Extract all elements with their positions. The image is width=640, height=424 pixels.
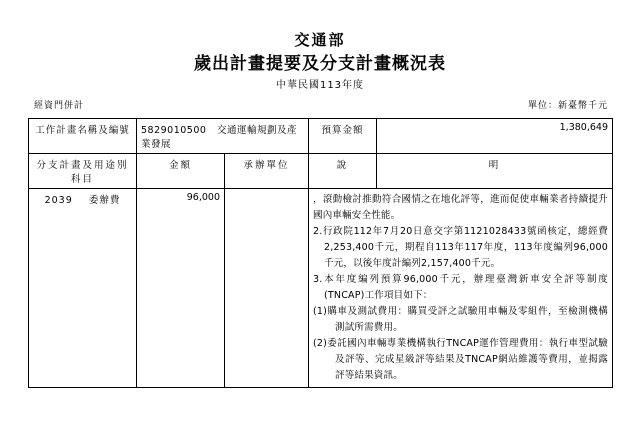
row-code: 2039 bbox=[44, 195, 73, 206]
fiscal-year: 中華民國113年度 bbox=[275, 80, 365, 91]
row-amount-cell: 96,000 bbox=[137, 189, 225, 388]
budget-value-cell: 1,380,649 bbox=[377, 119, 613, 154]
plan-code: 5829010500 bbox=[141, 125, 207, 136]
row-description-cell bbox=[309, 189, 613, 388]
col-header-subject: 分支計畫及用途別科目 bbox=[29, 154, 137, 189]
row-unit-cell bbox=[225, 189, 309, 388]
page-title: 歲出計畫提要及分支計畫概況表 bbox=[194, 54, 446, 74]
col-header-desc-left: 說 bbox=[309, 154, 377, 189]
budget-table bbox=[28, 118, 613, 388]
desc-line-3: 3.本年度編列預算96,000千元，辦理臺灣新車安全評等制度(TNCAP)工作項目如下： bbox=[313, 274, 608, 301]
desc-line-5: (2)委託國內車輛專業機構執行TNCAP運作管理費用：執行車型試驗及評等、完成星級評等結果及TNCAP網站維護等費用，並揭露評等結果資訊。 bbox=[313, 338, 608, 381]
plan-label-cell: 工作計畫名稱及編號 bbox=[29, 119, 137, 154]
row-name: 委辦費 bbox=[88, 195, 121, 206]
plan-name: 交通運輸規劃及產業發展 bbox=[141, 125, 298, 150]
column-header-row bbox=[29, 154, 613, 189]
meta-row bbox=[28, 98, 612, 114]
plan-code-name-cell bbox=[137, 119, 309, 154]
row-subject-cell bbox=[29, 189, 137, 388]
table-row bbox=[29, 189, 613, 388]
budget-label-cell: 預算金額 bbox=[309, 119, 377, 154]
desc-line-4: (1)購車及測試費用：購買受評之試驗用車輛及零組件，至檢測機構測試所需費用。 bbox=[313, 306, 608, 333]
col-header-amount: 金額 bbox=[137, 154, 225, 189]
desc-line-2: 2.行政院112年7月20日意交字第1121028433號函核定，總經費2,253,400千元，期程自113年117年度，113年度編列96,000千元，以後年度計編列2,157,400千元。 bbox=[313, 226, 608, 269]
desc-line-1: ，滾動檢討推動符合國情之在地化評等，進而促使車輛業者持續提升國內車輛安全性能。 bbox=[313, 194, 608, 221]
col-header-desc-right: 明 bbox=[377, 154, 613, 189]
meta-left-note: 經資門併計 bbox=[34, 101, 85, 111]
plan-info-row bbox=[29, 119, 613, 154]
col-header-unit: 承辦單位 bbox=[225, 154, 309, 189]
meta-right-note: 單位：新臺幣千元 bbox=[527, 101, 608, 111]
agency-name: 交通部 bbox=[294, 31, 346, 49]
title-block bbox=[28, 0, 612, 94]
